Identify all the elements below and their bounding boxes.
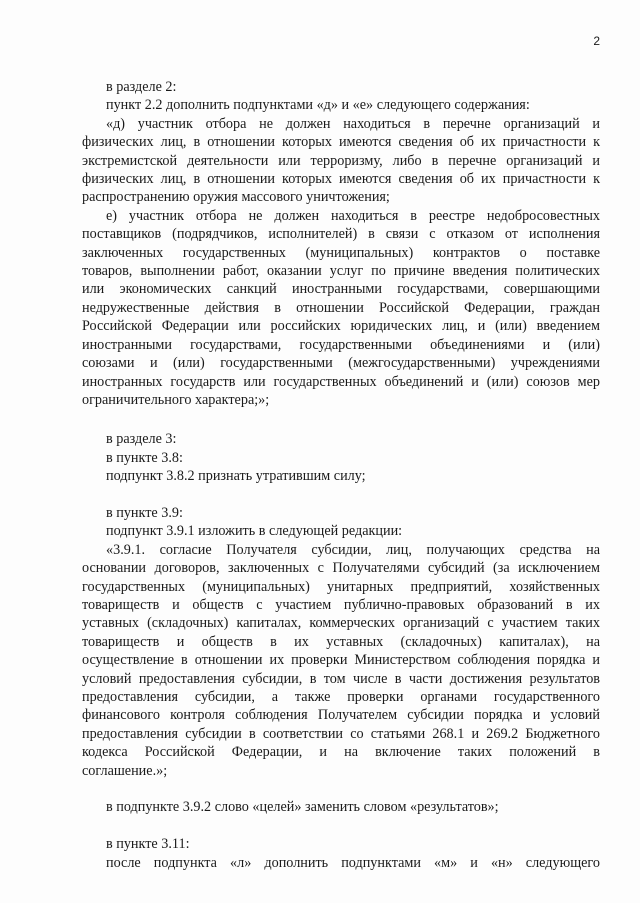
text-line: союзами и (или) государственными (межгосударственными) учреждениями <box>82 355 600 372</box>
text-line: подпункт 3.9.1 изложить в следующей редакции: <box>106 523 403 540</box>
text-line: в пункте 3.11: <box>106 836 190 853</box>
text-line: пункт 2.2 дополнить подпунктами «д» и «е» следующего содержания: <box>106 97 530 114</box>
paragraph-gap <box>82 409 600 430</box>
paragraph-gap <box>82 780 600 798</box>
text-line: или экономических санкций иностранными государствами, совершающими <box>82 281 600 298</box>
text-line: осуществление в отношении их проверки Министерством соблюдения порядка и <box>82 652 600 669</box>
text-line: недружественные действия в отношении Российской Федерации, граждан <box>82 299 600 316</box>
text-line: государственных (муниципальных) унитарных предприятий, хозяйственных <box>82 578 600 595</box>
text-line: основании договоров, заключенных с Получателями субсидий (за исключением <box>82 560 600 577</box>
text-line: Российской Федерации или российских юридических лиц, и (или) введением <box>82 318 600 335</box>
document-body <box>82 78 600 872</box>
text-line: иностранных государств или государственных объединений и (или) союзов мер <box>82 373 600 390</box>
text-line: поставщиков (подрядчиков, исполнителей) в связи с отказом от исполнения <box>82 226 600 243</box>
text-line: иностранными государствами, государственными объединениями и (или) <box>82 336 600 353</box>
text-line: после подпункта «л» дополнить подпунктами «м» и «н» следующего <box>106 854 600 871</box>
text-line: физических лиц, в отношении которых имеются сведения об их причастности к <box>82 134 600 151</box>
text-line: экстремистской деятельности или терроризму, либо в перечне организаций и <box>82 152 600 169</box>
text-line: ограничительного характера;»; <box>82 391 270 408</box>
text-line: в разделе 3: <box>106 431 177 448</box>
text-line: распространению оружия массового уничтожения; <box>82 189 390 206</box>
text-line: в разделе 2: <box>106 79 177 95</box>
text-line: условий предоставления субсидии, в том числе в части достижения результатов <box>82 670 600 687</box>
text-line: предоставления субсидии, а также проверки органами государственного <box>82 688 600 705</box>
text-line: заключенных государственных (муниципальных) контрактов о поставке <box>82 244 600 261</box>
paragraph-gap <box>82 486 600 504</box>
text-line: в пункте 3.9: <box>106 504 183 521</box>
text-line: предоставления субсидии в соответствии со статьями 268.1 и 269.2 Бюджетного <box>82 725 600 742</box>
text-line: соглашение.»; <box>82 762 168 779</box>
text-line: «3.9.1. согласие Получателя субсидии, лиц, получающих средства на <box>106 541 600 558</box>
page-number: 2 <box>593 34 600 48</box>
text-line: «д) участник отбора не должен находиться в перечне организаций и <box>106 115 600 132</box>
text-line: в пункте 3.8: <box>106 449 183 466</box>
text-line: кодекса Российской Федерации, и на включение таких положений в <box>82 744 600 761</box>
paragraph-gap <box>82 817 600 835</box>
text-line: товаров, выполнении работ, оказании услуг по причине введения политических <box>82 263 600 280</box>
text-line: товариществ и обществ с участием публично-правовых образований в их <box>82 596 600 613</box>
text-line: е) участник отбора не должен находиться в реестре недобросовестных <box>106 207 600 224</box>
text-line: уставных (складочных) капиталах, коммерческих организаций с участием таких <box>82 615 600 632</box>
text-line: товариществ и обществ в их уставных (складочных) капиталах), на <box>82 633 600 650</box>
text-line: подпункт 3.8.2 признать утратившим силу; <box>106 468 366 485</box>
text-line: в подпункте 3.9.2 слово «целей» заменить словом «результатов»; <box>106 799 499 816</box>
text-line: физических лиц, в отношении которых имеются сведения об их причастности к <box>82 171 600 188</box>
text-line: финансового контроля соблюдения Получателем субсидии порядка и условий <box>82 707 600 724</box>
